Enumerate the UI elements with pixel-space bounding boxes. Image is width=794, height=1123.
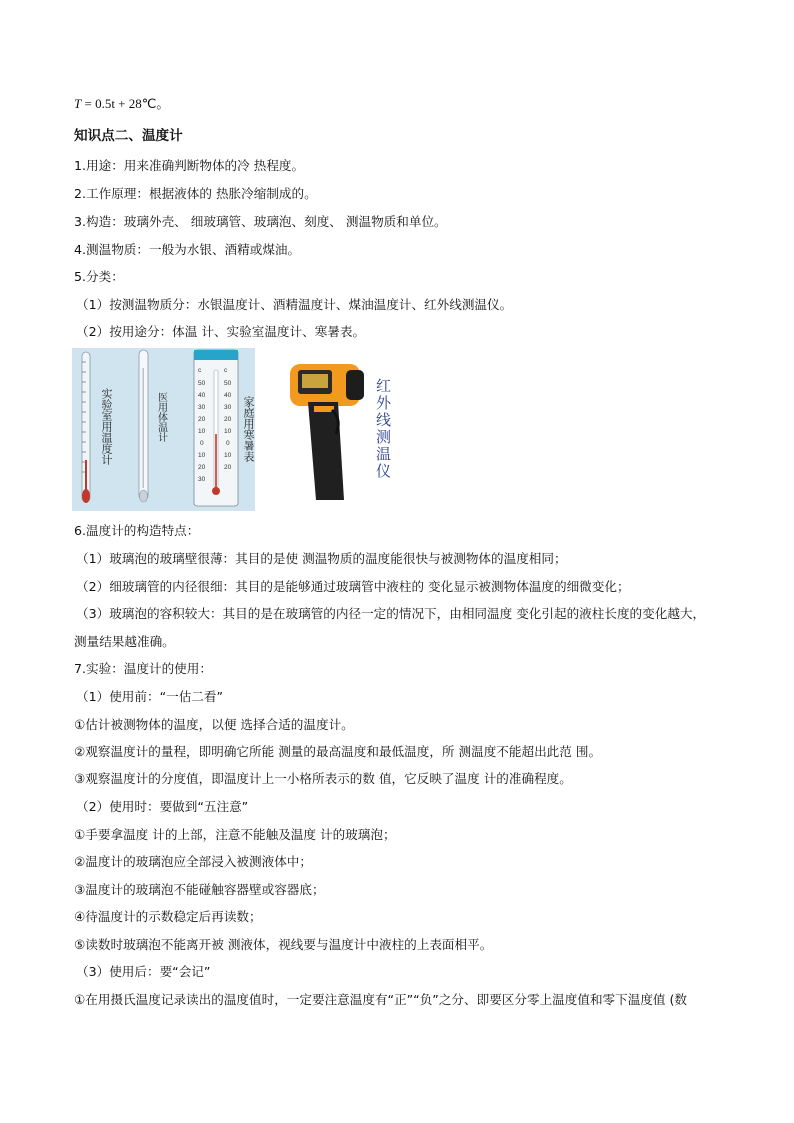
point-3: 3.构造：玻璃外壳、 细玻璃管、玻璃泡、刻度、 测温物质和单位。 (74, 214, 447, 229)
point-6-3-continued: 测量结果越准确。 (74, 634, 175, 649)
scale-right-4: 20 (224, 416, 232, 423)
scale-left-8: 20 (198, 464, 206, 471)
point-6-1: （1）玻璃泡的玻璃壁很薄：其目的是使 测温物质的温度能很快与被测物体的温度相同； (76, 551, 567, 566)
point-6-3: （3）玻璃泡的容积较大：其目的是在玻璃管的内径一定的情况下，由相同温度 变化引起的液柱长度的变化越大， (76, 606, 706, 621)
scale-left-6: 0 (200, 440, 204, 447)
point-7-1-c: ③观察温度计的分度值，即温度计上一小格所表示的数 值，它反映了温度 计的准确程度。 (74, 771, 572, 786)
scale-right-8: 20 (224, 464, 232, 471)
scale-left-5: 10 (198, 428, 206, 435)
point-7-2-c: ③温度计的玻璃泡不能碰触容器壁或容器底； (74, 882, 325, 897)
point-7-1: （1）使用前：“一估二看” (76, 689, 223, 704)
infrared-thermometer-label: 红外线测温仪 (374, 378, 390, 480)
point-7: 7.实验：温度计的使用： (74, 661, 212, 676)
clinical-thermometer-label: 医用体温计 (155, 392, 167, 442)
scale-right-2: 40 (224, 392, 232, 399)
point-7-1-a: ①估计被测物体的温度，以便 选择合适的温度计。 (74, 717, 354, 732)
lab-thermometer-label: 实验室用温度计 (100, 388, 112, 465)
scale-left-3: 30 (198, 404, 206, 411)
thermometers-figure (72, 348, 255, 511)
formula-expression: = 0.5t + 28℃。 (81, 96, 170, 111)
point-5-1: （1）按测温物质分：水银温度计、酒精温度计、煤油温度计、红外线测温仪。 (76, 297, 513, 312)
scale-right-3: 30 (224, 404, 232, 411)
scale-left-2: 40 (198, 392, 206, 399)
point-7-1-b: ②观察温度计的量程，即明确它所能 测量的最高温度和最低温度，所 测温度不能超出此范 围。 (74, 744, 602, 759)
scale-right-0: c (224, 367, 228, 374)
scale-right-6: 0 (226, 440, 230, 447)
point-5-2: （2）按用途分：体温 计、实验室温度计、寒暑表。 (76, 324, 366, 339)
scale-left-0: c (198, 367, 202, 374)
infrared-thermometer-figure (286, 350, 404, 512)
scale-right-5: 10 (224, 428, 232, 435)
point-7-3-a: ①在用摄氏温度记录读出的温度值时，一定要注意温度有“正”“负”之分、即要区分零上温度值和零下温度值 (数 (74, 992, 688, 1007)
scale-right-1: 50 (224, 380, 232, 387)
scale-left-7: 10 (198, 452, 206, 459)
lab-thermometer (82, 352, 90, 503)
scale-left-1: 50 (198, 380, 206, 387)
point-1: 1.用途：用来准确判断物体的冷 热程度。 (74, 158, 305, 173)
point-6: 6.温度计的构造特点： (74, 523, 200, 538)
section-title: 知识点二、温度计 (74, 128, 183, 144)
household-thermometer-label: 家庭用寒暑表 (242, 396, 254, 462)
point-6-2: （2）细玻璃管的内径很细：其目的是能够通过玻璃管中液柱的 变化显示被测物体温度的细微变化； (76, 579, 630, 594)
lab-bulb (82, 489, 90, 503)
point-7-2-d: ④待温度计的示数稳定后再读数； (74, 909, 262, 924)
scale-left-9: 30 (198, 476, 206, 483)
infrared-thermometer-icon (290, 364, 364, 500)
point-7-2-a: ①手要拿温度 计的上部，注意不能触及温度 计的玻璃泡； (74, 827, 396, 842)
point-7-2-e: ⑤读数时玻璃泡不能离开被 测液体，视线要与温度计中液柱的上表面相平。 (74, 937, 493, 952)
point-7-2-b: ②温度计的玻璃泡应全部浸入被测液体中； (74, 854, 312, 869)
formula-variable: T (74, 96, 82, 111)
clinical-thermometer (139, 350, 148, 502)
formula (74, 96, 169, 112)
scale-right-7: 10 (224, 452, 232, 459)
point-4: 4.测温物质：一般为水银、酒精或煤油。 (74, 242, 301, 257)
point-7-2: （2）使用时：要做到“五注意” (76, 799, 249, 814)
scale-left-4: 20 (198, 416, 206, 423)
point-5: 5.分类： (74, 269, 124, 284)
point-2: 2.工作原理：根据液体的 热胀冷缩制成的。 (74, 186, 317, 201)
point-7-3: （3）使用后：要“会记” (76, 964, 211, 979)
